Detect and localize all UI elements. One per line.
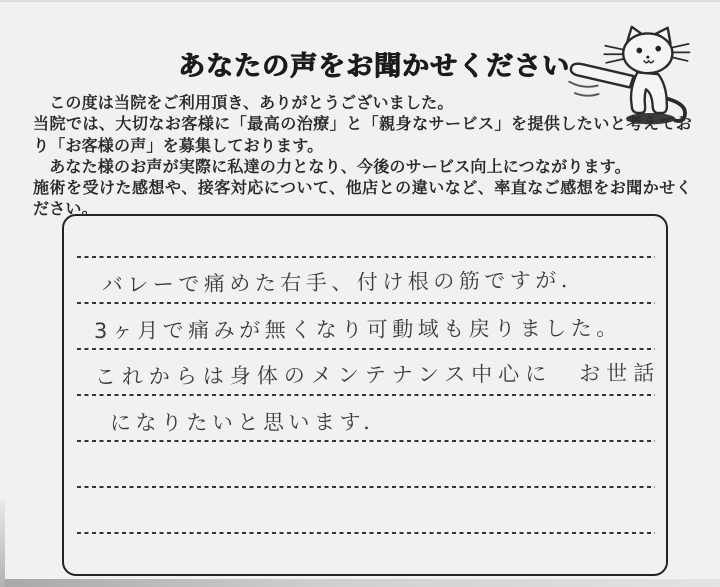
ruled-line xyxy=(77,302,655,304)
handwritten-line: バレーで痛めた右手、付け根の筋ですが． xyxy=(101,267,587,298)
handwritten-line: 3ヶ月で痛みが無くなり可動域も戻りました。 xyxy=(93,316,622,344)
ruled-line xyxy=(77,348,655,350)
ruled-line xyxy=(77,486,655,488)
page-title: あなたの声をお聞かせください xyxy=(178,51,570,81)
intro-paragraph: あなた様のお声が実際に私達の力となり、今後のサービス向上につながります。 xyxy=(33,158,631,176)
handwritten-line: になりたいと思います． xyxy=(109,410,389,436)
intro-paragraph: 当院では、大切なお客様に「最高の治療」と「親身なサービス」を提供したいと考えており「お客様の声」を募集しております。 xyxy=(33,116,692,155)
ruled-line xyxy=(77,440,655,442)
ruled-line xyxy=(77,394,655,396)
intro-paragraph: 施術を受けた感想や、接客対応について、他店との違いなど、率直なご感想をお聞かせください。 xyxy=(33,180,692,219)
scan-edge-bottom xyxy=(0,579,720,587)
feedback-box xyxy=(62,214,668,576)
scan-edge-top xyxy=(0,0,720,2)
intro-paragraph: この度は当院をご利用頂き、ありがとうございました。 xyxy=(33,95,454,112)
scan-edge-left xyxy=(0,500,5,587)
ruled-line xyxy=(77,532,655,534)
ruled-line xyxy=(77,256,655,258)
handwritten-line: これからは身体のメンテナンス中心に お世話 xyxy=(94,361,661,390)
intro-text xyxy=(33,93,692,221)
